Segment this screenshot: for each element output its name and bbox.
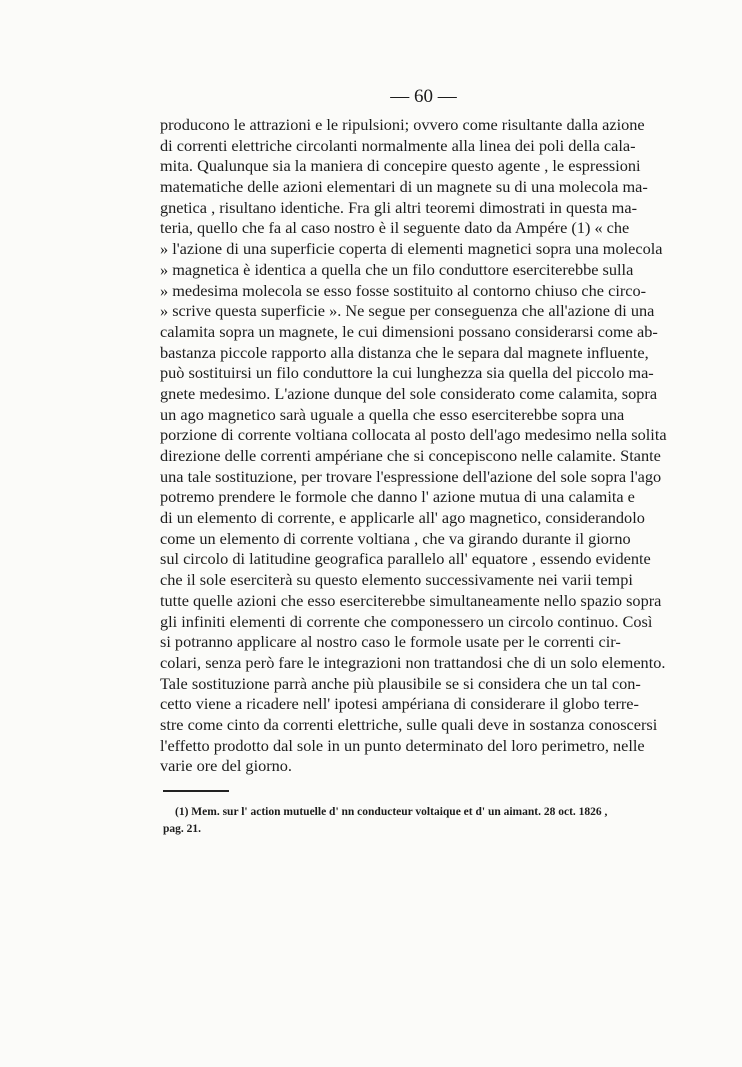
text-line: sul circolo di latitudine geografica parallelo all' equatore , essendo evidente [160,549,651,569]
text-line: di un elemento di corrente, e applicarle all' ago magnetico, considerandolo [160,508,645,528]
text-line: varie ore del giorno. [160,756,293,776]
text-line: come un elemento di corrente voltiana , che va girando durante il giorno [160,528,631,548]
text-line: bastanza piccole rapporto alla distanza che le separa dal magnete influente, [160,342,649,362]
text-line: tutte quelle azioni che esso eserciterebbe simultaneamente nello spazio sopra [160,590,662,610]
footnote-divider [163,790,229,792]
text-line: calamita sopra un magnete, le cui dimensioni possano considerarsi come ab- [160,321,658,341]
text-line: potremo prendere le formole che danno l' azione mutua di una calamita e [160,487,635,507]
text-line: Tale sostituzione parrà anche più plausibile se si considera che un tal con- [160,673,641,693]
text-line: l'effetto prodotto dal sole in un punto determinato del loro perimetro, nelle [160,735,645,755]
text-line: mita. Qualunque sia la maniera di concepire questo agente , le espressioni [160,156,641,176]
footnote-line: (1) Mem. sur l' action mutuelle d' nn conducteur voltaique et d' un aimant. 28 oct. 1826 , [175,806,608,818]
text-line: teria, quello che fa al caso nostro è il seguente dato da Ampére (1) « che [160,218,630,238]
text-line: matematiche delle azioni elementari di un magnete su di una molecola ma- [160,177,648,197]
text-line: si potranno applicare al nostro caso le formole usate per le correnti cir- [160,632,621,652]
text-line: cetto viene a ricadere nell' ipotesi ampériana di considerare il globo terre- [160,694,639,714]
text-line: di correnti elettriche circolanti normalmente alla linea dei poli della cala- [160,135,636,155]
body-text [160,115,667,777]
text-line: gli infiniti elementi di corrente che componessero un circolo continuo. Così [160,611,653,631]
text-line: » magnetica è identica a quella che un filo conduttore eserciterebbe sulla [160,259,634,279]
text-line: » l'azione di una superficie coperta di elementi magnetici sopra una molecola [160,239,663,259]
text-line: » medesima molecola se esso fosse sostituito al contorno chiuso che circo- [160,280,647,300]
text-line: che il sole eserciterà su questo elemento successivamente nei varii tempi [160,570,633,590]
text-line: direzione delle correnti ampériane che si concepiscono nelle calamite. Stante [160,446,661,465]
footnote [163,804,608,838]
page-number: — 60 — [390,86,457,107]
text-line: gnete medesimo. L'azione dunque del sole considerato come calamita, sopra [160,383,658,403]
text-line: stre come cinto da correnti elettriche, sulle quali deve in sostanza conoscersi [160,714,658,734]
text-line: gnetica , risultano identiche. Fra gli altri teoremi dimostrati in questa ma- [160,197,637,217]
text-line: producono le attrazioni e le ripulsioni; ovvero come risultante dalla azione [160,115,645,134]
text-line: porzione di corrente voltiana collocata al posto dell'ago medesimo nella solita [160,425,667,445]
text-line: colari, senza però fare le integrazioni non trattandosi che di un solo elemento. [160,652,666,672]
text-line: un ago magnetico sarà uguale a quella che esso eserciterebbe sopra una [160,404,625,424]
footnote-line: pag. 21. [163,823,202,835]
text-line: una tale sostituzione, per trovare l'espressione dell'azione del sole sopra l'ago [160,466,662,486]
text-line: » scrive questa superficie ». Ne segue per conseguenza che all'azione di una [160,301,655,321]
text-line: può sostituirsi un filo conduttore la cui lunghezza sia quella del piccolo ma- [160,363,654,383]
